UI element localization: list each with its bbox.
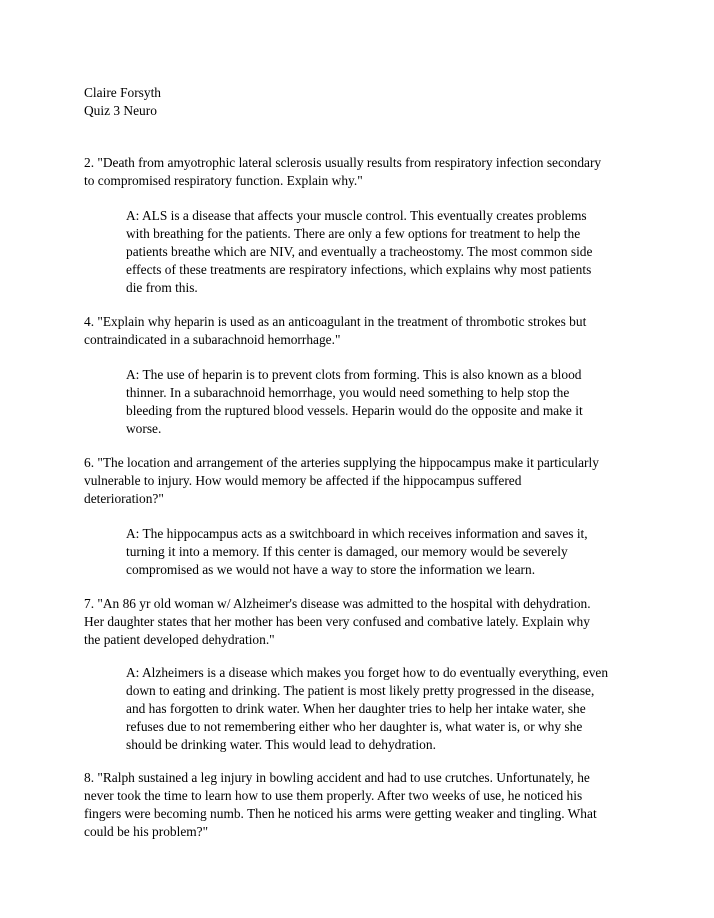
question-line: 4. "Explain why heparin is used as an anticoagulant in the treatment of thrombotic strokes but [84,314,587,329]
question-line: deterioration?" [84,491,164,506]
question-line: contraindicated in a subarachnoid hemorrhage." [84,332,341,347]
answer-line: refuses due to not remembering either who her daughter is, what water is, or why she [126,719,583,734]
question-line: never took the time to learn how to use them properly. After two weeks of use, he noticed his [84,788,583,803]
question-line: 6. "The location and arrangement of the arteries supplying the hippocampus make it particularly [84,455,599,470]
answer-line: A: The use of heparin is to prevent clots from forming. This is also known as a blood [126,367,582,382]
answer-line: compromised as we would not have a way to store the information we learn. [126,562,536,577]
answer-line: turning it into a memory. If this center is damaged, our memory would be severely [126,544,568,559]
answer-line: effects of these treatments are respiratory infections, which explains why most patients [126,262,592,277]
document-subtitle: Quiz 3 Neuro [84,103,157,118]
answer-line: should be drinking water. This would lead to dehydration. [126,737,436,752]
question-line: vulnerable to injury. How would memory be affected if the hippocampus suffered [84,473,522,488]
answer-line: worse. [126,421,162,436]
question-line: Her daughter states that her mother has been very confused and combative lately. Explain why [84,614,590,629]
answer-line: and has forgotten to drink water. When her daughter tries to help her intake water, she [126,701,586,716]
question-line: could be his problem?" [84,824,209,839]
question-line: to compromised respiratory function. Explain why." [84,173,363,188]
author-name: Claire Forsyth [84,85,161,100]
answer-line: down to eating and drinking. The patient is most likely pretty progressed in the disease, [126,683,595,698]
question-line: 8. "Ralph sustained a leg injury in bowling accident and had to use crutches. Unfortunately, he [84,770,590,785]
answer-line: bleeding from the ruptured blood vessels. Heparin would do the opposite and make it [126,403,583,418]
question-line: the patient developed dehydration." [84,632,275,647]
answer-line: A: The hippocampus acts as a switchboard in which receives information and saves it, [126,526,588,541]
answer-line: A: ALS is a disease that affects your muscle control. This eventually creates problems [126,208,587,223]
answer-line: patients breathe which are NIV, and eventually a tracheostomy. The most common side [126,244,593,259]
answer-line: die from this. [126,280,198,295]
answer-line: with breathing for the patients. There are only a few options for treatment to help the [126,226,581,241]
question-line: fingers were becoming numb. Then he noticed his arms were getting weaker and tingling. What [84,806,597,821]
question-line: 7. "An 86 yr old woman w/ Alzheimer's disease was admitted to the hospital with dehydration. [84,596,591,611]
question-line: 2. "Death from amyotrophic lateral sclerosis usually results from respiratory infection secondary [84,155,602,170]
answer-line: A: Alzheimers is a disease which makes you forget how to do eventually everything, even [126,665,609,680]
answer-line: thinner. In a subarachnoid hemorrhage, you would need something to help stop the [126,385,570,400]
